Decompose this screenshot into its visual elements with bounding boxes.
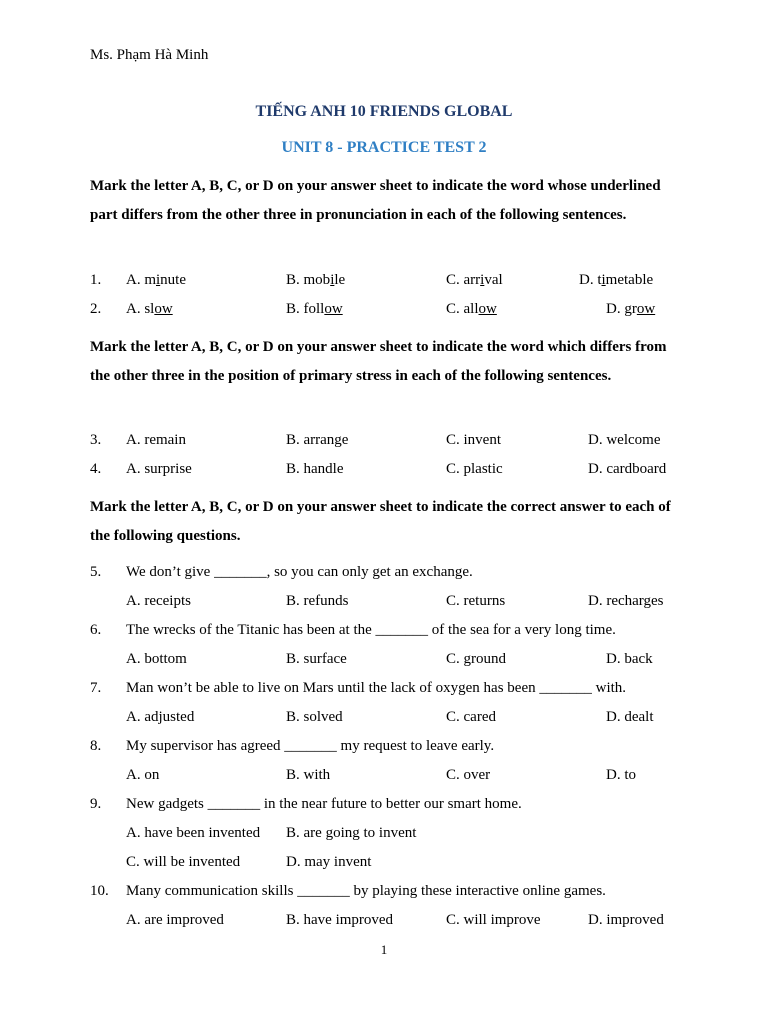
question-row	[0, 455, 768, 484]
option-c: C. over	[446, 767, 491, 783]
options-row	[0, 703, 768, 732]
option-b: B. solved	[286, 709, 343, 725]
option-c: C. will be invented	[126, 854, 241, 870]
question-number: 3.	[90, 432, 102, 448]
question-stem: Man won’t be able to live on Mars until the lack of oxygen has been _______ with.	[126, 680, 627, 696]
options-row	[0, 587, 768, 616]
option-c: C. arrival	[446, 272, 503, 288]
option-a: A. slow	[126, 301, 173, 317]
option-c: C. ground	[446, 651, 506, 667]
option-b: B. arrange	[286, 432, 349, 448]
option-b: B. handle	[286, 461, 344, 477]
question-stem: We don’t give _______, so you can only get an exchange.	[126, 564, 473, 580]
option-a: A. minute	[126, 272, 186, 288]
option-d: D. grow	[606, 301, 656, 317]
question-stem-row	[0, 732, 768, 761]
question-stem: New gadgets _______ in the near future to better our smart home.	[126, 796, 522, 812]
option-a: A. are improved	[126, 912, 224, 928]
question-number: 8.	[90, 738, 102, 754]
option-a: A. bottom	[126, 651, 187, 667]
option-b: B. with	[286, 767, 331, 783]
question-row	[0, 426, 768, 455]
option-a: A. have been invented	[126, 825, 261, 841]
document-title: TIẾNG ANH 10 FRIENDS GLOBAL	[255, 103, 513, 120]
question-stem-row	[0, 616, 768, 645]
option-d: D. may invent	[286, 854, 372, 870]
question-stem: Many communication skills _______ by playing these interactive online games.	[126, 883, 606, 899]
option-d: D. timetable	[579, 272, 654, 288]
option-a: A. receipts	[126, 593, 191, 609]
option-c: C. allow	[446, 301, 497, 317]
option-b: B. refunds	[286, 593, 349, 609]
option-d: D. cardboard	[588, 461, 667, 477]
question-row	[0, 266, 768, 295]
question-stem: My supervisor has agreed _______ my request to leave early.	[126, 738, 495, 754]
options-row	[0, 645, 768, 674]
question-stem-row	[0, 877, 768, 906]
question-stem-row	[0, 558, 768, 587]
test-subtitle: UNIT 8 - PRACTICE TEST 2	[281, 139, 487, 156]
option-b: B. surface	[286, 651, 347, 667]
options-row	[0, 819, 768, 848]
question-stem-row	[0, 790, 768, 819]
instruction-correct-answer: Mark the letter A, B, C, or D on your answer sheet to indicate the correct answer to each of the following questions.	[90, 499, 671, 544]
author-name: Ms. Phạm Hà Minh	[90, 47, 209, 63]
question-number: 7.	[90, 680, 102, 696]
question-number: 4.	[90, 461, 102, 477]
page-number: 1	[380, 942, 388, 957]
option-c: C. invent	[446, 432, 501, 448]
option-c: C. returns	[446, 593, 506, 609]
option-b: B. are going to invent	[286, 825, 417, 841]
option-b: B. mobile	[286, 272, 346, 288]
option-d: D. back	[606, 651, 653, 667]
option-a: A. on	[126, 767, 160, 783]
option-d: D. dealt	[606, 709, 654, 725]
question-stem-row	[0, 674, 768, 703]
question-row	[0, 295, 768, 324]
options-row	[0, 761, 768, 790]
option-c: C. plastic	[446, 461, 503, 477]
question-number: 2.	[90, 301, 102, 317]
option-d: D. welcome	[588, 432, 661, 448]
option-d: D. to	[606, 767, 636, 783]
instruction-stress: Mark the letter A, B, C, or D on your answer sheet to indicate the word which differs from the other three in the position of primary stress in each of the following sentences.	[90, 339, 667, 384]
question-number: 10.	[90, 883, 109, 899]
option-b: B. have improved	[286, 912, 394, 928]
option-c: C. cared	[446, 709, 496, 725]
question-number: 9.	[90, 796, 102, 812]
question-stem: The wrecks of the Titanic has been at the _______ of the sea for a very long time.	[126, 622, 616, 638]
option-a: A. adjusted	[126, 709, 195, 725]
instruction-pronunciation: Mark the letter A, B, C, or D on your answer sheet to indicate the word whose underlined part differs from the other three in pronunciation in each of the following sentences.	[90, 178, 661, 223]
option-c: C. will improve	[446, 912, 541, 928]
question-number: 5.	[90, 564, 102, 580]
question-number: 1.	[90, 272, 102, 288]
options-row	[0, 906, 768, 935]
option-a: A. surprise	[126, 461, 192, 477]
question-number: 6.	[90, 622, 102, 638]
option-d: D. improved	[588, 912, 664, 928]
option-b: B. follow	[286, 301, 343, 317]
option-a: A. remain	[126, 432, 186, 448]
option-d: D. recharges	[588, 593, 664, 609]
options-row	[0, 848, 768, 877]
